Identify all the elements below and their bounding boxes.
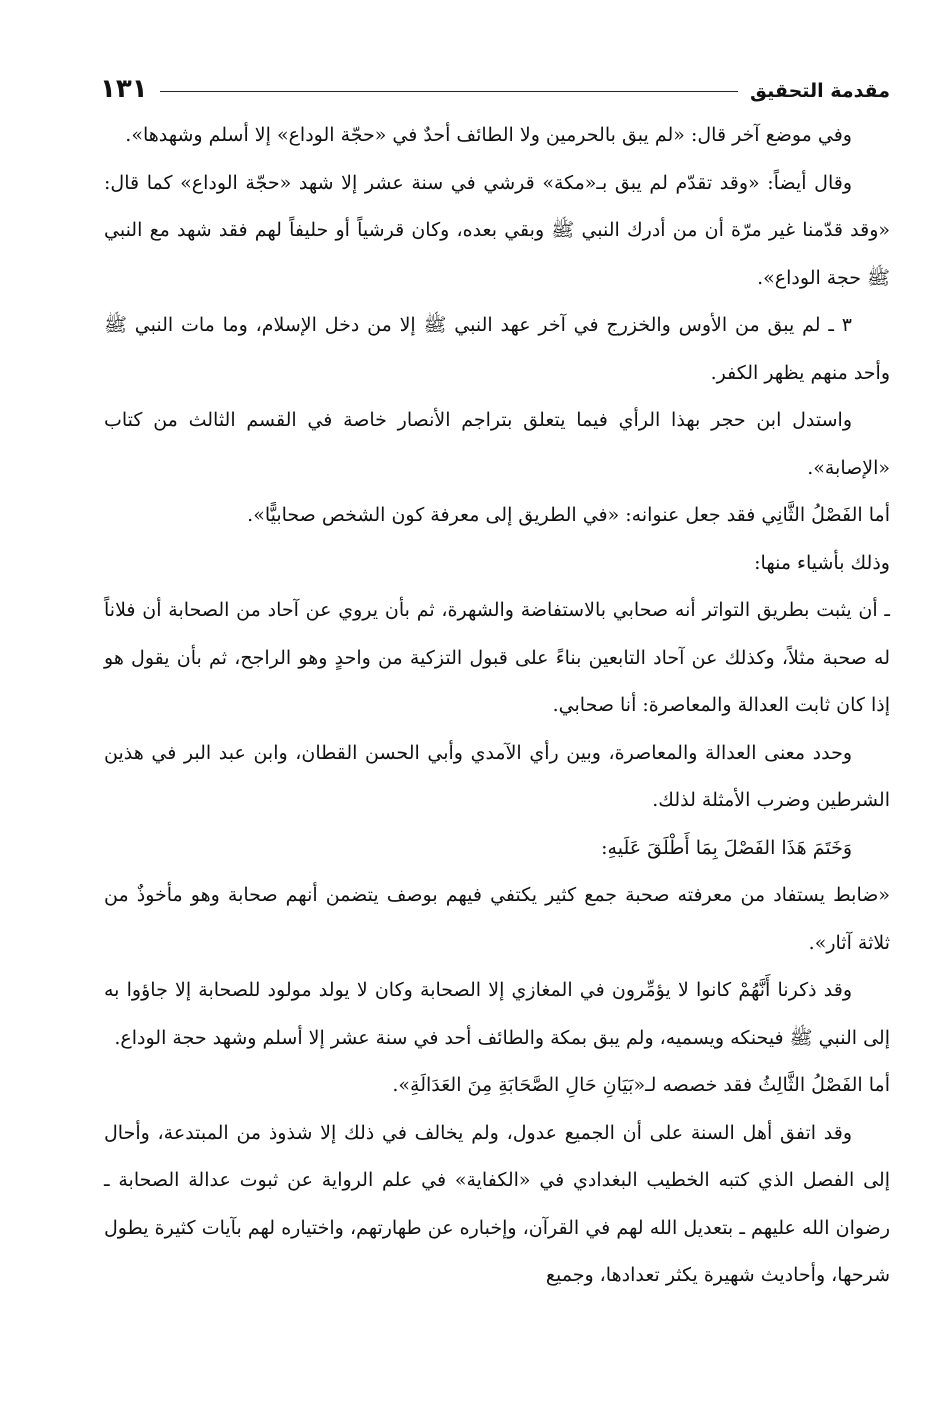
page-header <box>100 56 890 104</box>
paragraph: وقال أيضاً: «وقد تقدّم لم يبق بـ«مكة» قرشي في سنة عشر إلا شهد «حجّة الوداع» كما قال: «وقد قدّمنا غير مرّة أن من أدرك النبي ﷺ وبقي بعده، وكان قرشياً أو حليفاً لهم فقد شهد مع النبي ﷺ حجة الوداع». <box>104 171 890 289</box>
paragraph: وَخَتَمَ هَذَا الفَصْلَ بِمَا أَطْلَقَ عَلَيهِ: <box>601 836 852 859</box>
paragraph: وذلك بأشياء منها: <box>754 551 890 574</box>
paragraph: وحدد معنى العدالة والمعاصرة، وبين رأي الآمدي وأبي الحسن القطان، وابن عبد البر في هذين الشرطين وضرب الأمثلة لذلك. <box>104 741 890 811</box>
body-text <box>104 112 890 1300</box>
paragraph: وقد ذكرنا أَنَّهُمْ كانوا لا يؤمِّرون في المغازي إلا الصحابة وكان لا يولد مولود للصحابة إلا جاؤوا به إلى النبي ﷺ فيحنكه ويسميه، ولم يبق بمكة والطائف أحد في سنة عشر إلا أسلم وشهد حجة الوداع. <box>104 979 890 1049</box>
paragraph: ـ أن يثبت بطريق التواتر أنه صحابي بالاستفاضة والشهرة، ثم بأن يروي عن آحاد من الصحابة أن فلاناً له صحبة مثلاً، وكذلك عن آحاد التابعين بناءً على قبول التزكية من واحدٍ وهو الراجح، ثم بأن يقول هو إذا كان ثابت العدالة والمعاصرة: أنا صحابي. <box>104 599 890 716</box>
paragraph: وقد اتفق أهل السنة على أن الجميع عدول، ولم يخالف في ذلك إلا شذوذ من المبتدعة، وأحال إلى الفصل الذي كتبه الخطيب البغدادي في «الكفاية» في علم الرواية عن ثبوت عدالة الصحابة ـ رضوان الله عليهم ـ بتعديل الله لهم في القرآن، وإخباره عن طهارتهم، واختياره لهم بآيات كثيرة يطول شرحها، وأحاديث شهيرة يكثر تعدادها، وجميع <box>104 1121 890 1286</box>
page-number: ١٣١ <box>100 74 148 104</box>
paragraph: أما الفَصْلُ الثَّانِي فقد جعل عنوانه: «في الطريق إلى معرفة كون الشخص صحابيًّا». <box>247 504 890 526</box>
header-rule <box>160 91 738 92</box>
paragraph: أما الفَصْلُ الثَّالِثُ فقد خصصه لـ«بَيَانِ حَالِ الصَّحَابَةِ مِنَ العَدَالَةِ». <box>392 1074 890 1096</box>
quoted-paragraph: «ضابط يستفاد من معرفته صحبة جمع كثير يكتفي فيهم بوصف يتضمن أنهم صحابة وهو مأخوذٌ من ثلاثة آثار». <box>104 884 890 954</box>
running-title: مقدمة التحقيق <box>750 80 890 102</box>
paragraph: واستدل ابن حجر بهذا الرأي فيما يتعلق بتراجم الأنصار خاصة في القسم الثالث من كتاب «الإصابة». <box>104 409 890 479</box>
paragraph: ٣ ـ لم يبق من الأوس والخزرج في آخر عهد النبي ﷺ إلا من دخل الإسلام، وما مات النبي ﷺ وأحد منهم يظهر الكفر. <box>104 314 890 384</box>
paragraph: وفي موضع آخر قال: «لم يبق بالحرمين ولا الطائف أحدٌ في «حجّة الوداع» إلا أسلم وشهدها». <box>125 124 852 146</box>
